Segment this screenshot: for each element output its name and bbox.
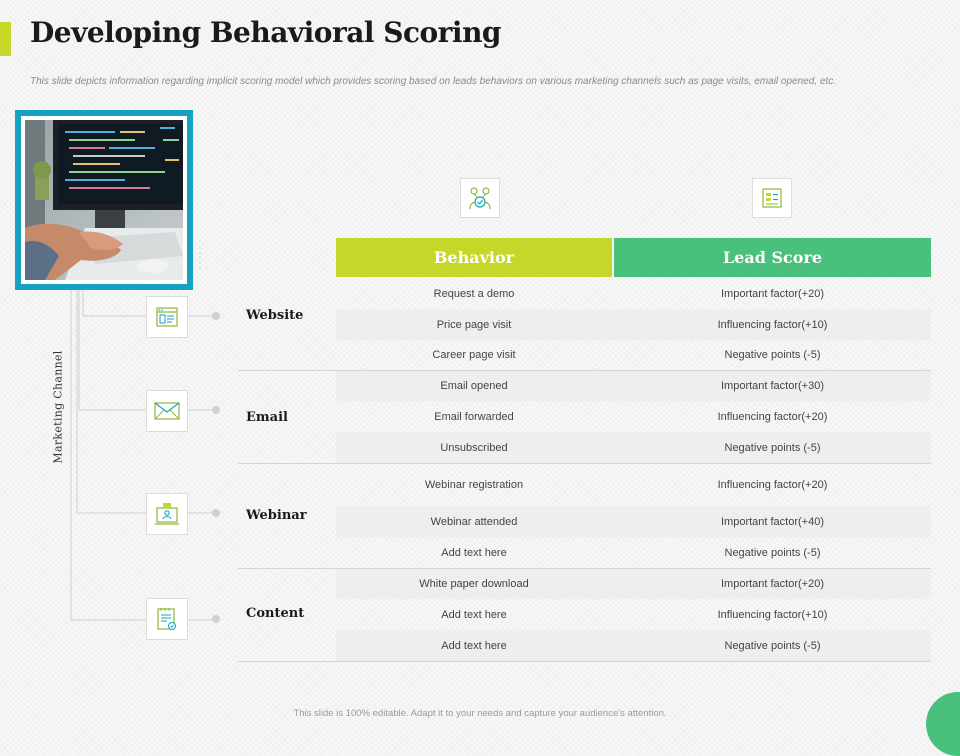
page-title: Developing Behavioral Scoring [30, 16, 502, 49]
webinar-presentation-icon [154, 502, 180, 526]
behavior-cell: Email opened [440, 380, 508, 392]
group-divider [238, 463, 931, 464]
behavior-cell: Price page visit [436, 318, 512, 331]
website-channel-icon-box [146, 296, 188, 338]
behavior-cell: Add text here [441, 639, 507, 652]
document-checklist-icon [156, 606, 178, 632]
behavior-cell: Email forwarded [434, 410, 514, 423]
behavior-cell: Request a demo [433, 287, 515, 300]
channel-label-email: Email [246, 410, 288, 425]
email-channel-icon-box [146, 390, 188, 432]
footer-note: This slide is 100% editable. Adapt it to your needs and capture your audience's attention. [293, 708, 667, 719]
table-row [336, 630, 931, 661]
user-network-icon [467, 185, 493, 211]
content-channel-icon-box [146, 598, 188, 640]
marketing-channel-label: Marketing Channel [51, 350, 65, 464]
group-divider [238, 661, 931, 662]
lead-score-cell: Influencing factor(+20) [717, 479, 828, 491]
behavior-cell: Add text here [441, 546, 507, 559]
envelope-icon [154, 402, 180, 420]
photo-frame [15, 110, 193, 290]
behavior-cell: Career page visit [432, 349, 516, 361]
channel-label-webinar: Webinar [246, 508, 307, 523]
table-row [336, 506, 931, 537]
table-row [336, 371, 931, 401]
behavior-cell: Webinar registration [424, 479, 524, 491]
behavior-cell: Unsubscribed [440, 441, 508, 454]
table-row [336, 569, 931, 599]
behavior-column-icon [460, 178, 500, 218]
lead-score-cell: Influencing factor(+20) [717, 410, 828, 423]
behavior-column-header: Behavior [336, 238, 612, 277]
connector-dot [212, 406, 220, 414]
channel-label-website: Website [246, 308, 304, 323]
page-subtitle: This slide depicts information regarding implicit scoring model which provides scoring based on leads behaviors on various marketing channels such as page visits, email opened, etc. [30, 76, 836, 87]
table-row [336, 401, 931, 432]
group-divider [238, 568, 931, 569]
table-row [336, 309, 931, 340]
lead-score-column-icon [752, 178, 792, 218]
connector-dot [212, 312, 220, 320]
channel-label-content: Content [246, 606, 305, 621]
lead-score-cell: Influencing factor(+10) [717, 608, 828, 621]
lead-score-cell: Important factor(+20) [720, 287, 825, 300]
connector-dot [212, 615, 220, 623]
behavior-cell: White paper download [419, 578, 529, 590]
group-divider [238, 370, 931, 371]
lead-score-cell: Negative points (-5) [724, 639, 821, 652]
workspace-photo [25, 120, 183, 280]
lead-score-cell: Negative points (-5) [724, 349, 821, 361]
lead-score-cell: Important factor(+40) [720, 515, 825, 528]
table-row [336, 599, 931, 630]
behavior-cell: Webinar attended [430, 515, 518, 528]
browser-window-icon [155, 306, 179, 328]
table-row [336, 537, 931, 568]
lead-score-cell: Negative points (-5) [724, 441, 821, 454]
lead-score-column-header: Lead Score [614, 238, 931, 277]
behavior-cell: Add text here [441, 608, 507, 621]
webinar-channel-icon-box [146, 493, 188, 535]
scorecard-icon [759, 185, 785, 211]
table-row [336, 278, 931, 309]
lead-score-cell: Negative points (-5) [724, 546, 821, 559]
table-row [336, 464, 931, 506]
table-row [336, 340, 931, 370]
connector-dot [212, 509, 220, 517]
lead-score-cell: Influencing factor(+10) [717, 318, 828, 331]
lead-score-cell: Important factor(+30) [720, 380, 825, 392]
lead-score-cell: Important factor(+20) [720, 578, 825, 590]
table-row [336, 432, 931, 463]
